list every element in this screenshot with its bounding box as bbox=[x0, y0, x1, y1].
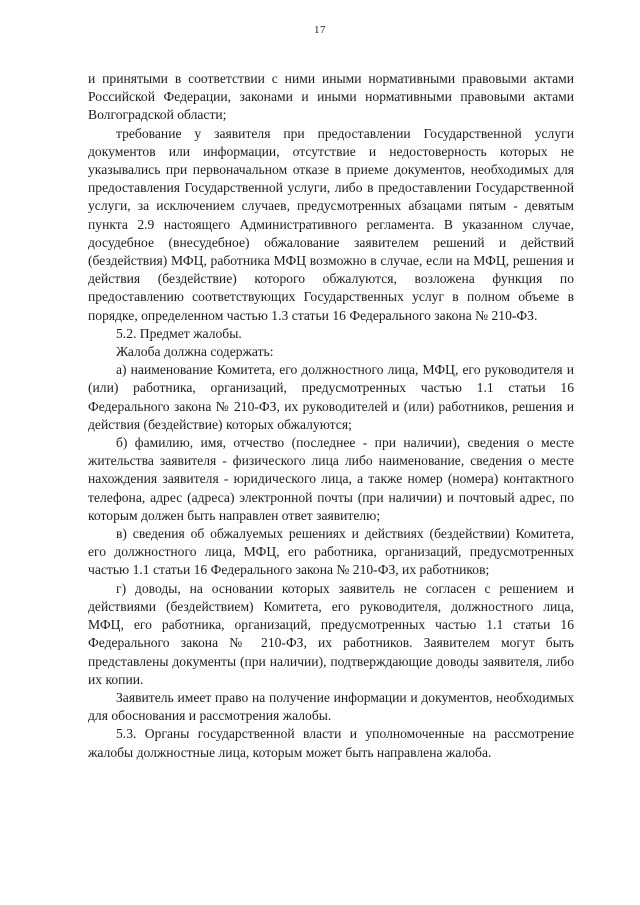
list-item: г) доводы, на основании которых заявитель не согласен с решением и действиями (бездействием) Комитета, его руководителя, должностного лица, МФЦ, его работника, организаций, предусмотренных частью 1.1 статьи 16 Федерального закона № 210-ФЗ, их работников. Заявителем могут быть представлены документы (при наличии), подтверждающие доводы заявителя, либо их копии. bbox=[88, 580, 574, 687]
list-item: б) фамилию, имя, отчество (последнее - при наличии), сведения о месте жительства заявителя - физического лица либо наименование, сведения о месте нахождения заявителя - юридического лица, а также номер (номера) контактного телефона, адрес (адреса) электронной почты (при наличии) и почтовый адрес, по которым должен быть направлен ответ заявителю; bbox=[88, 435, 574, 523]
paragraph: Жалоба должна содержать: bbox=[116, 344, 274, 360]
section-heading: 5.2. Предмет жалобы. bbox=[116, 325, 242, 341]
list-item: в) сведения об обжалуемых решениях и действиях (бездействии) Комитета, его должностного лица, МФЦ, его работника, организаций, предусмотренных частью 1.1 статьи 16 Федерального закона № 210-ФЗ, их работников; bbox=[88, 526, 574, 578]
page-number: 17 bbox=[314, 24, 326, 36]
paragraph: Заявитель имеет право на получение информации и документов, необходимых для обоснования и рассмотрения жалобы. bbox=[88, 689, 574, 724]
list-item: а) наименование Комитета, его должностного лица, МФЦ, его руководителя и (или) работника, организаций, предусмотренных частью 1.1 статьи 16 Федерального закона № 210-ФЗ, их руководителей и (или) работников, решения и действия (бездействие) которых обжалуются; bbox=[88, 362, 574, 432]
document-body bbox=[88, 70, 574, 762]
paragraph: требование у заявителя при предоставлении Государственной услуги документов или информации, отсутствие и недостоверность которых не указывались при первоначальном отказе в приеме документов, необходимых для предоставления Государственной услуги, либо в предоставлении Государственной услуги, за исключением случаев, предусмотренных абзацами пятым - девятым пункта 2.9 настоящего Административного регламента. В указанном случае, досудебное (внесудебное) обжалование заявителем решений и действий (бездействия) МФЦ, работника МФЦ возможно в случае, если на МФЦ, решения и действия (бездействие) которого обжалуются, возложена функция по предоставлению соответствующих Государственных услуг в полном объеме в порядке, определенном частью 1.3 статьи 16 Федерального закона № 210-ФЗ. bbox=[88, 125, 574, 323]
section-heading: 5.3. Органы государственной власти и уполномоченные на рассмотрение жалобы должностные лица, которым может быть направлена жалоба. bbox=[88, 726, 574, 760]
paragraph: и принятыми в соответствии с ними иными нормативными правовыми актами Российской Федерации, законами и иными нормативными правовыми актами Волгоградской области; bbox=[88, 71, 574, 123]
